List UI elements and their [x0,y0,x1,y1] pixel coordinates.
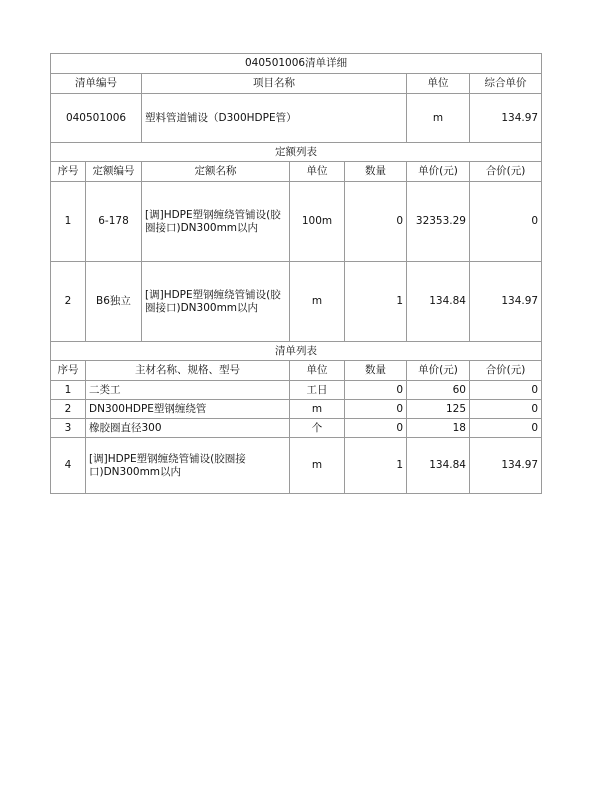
bill-price: 134.97 [470,94,542,143]
material-price: 134.84 [407,438,470,494]
quota-unit-header: 单位 [290,162,345,182]
bill-unit-header: 单位 [407,74,470,94]
material-no: 4 [51,438,86,494]
material-price: 18 [407,419,470,438]
bill-name-header: 项目名称 [142,74,407,94]
material-section-title: 清单列表 [51,342,542,361]
quota-code: B6独立 [86,262,142,342]
material-row [51,438,542,494]
bill-code: 040501006 [51,94,142,143]
material-qty: 0 [345,400,407,419]
material-qty-header: 数量 [345,361,407,381]
material-name: [调]HDPE塑钢缠绕管铺设(胶圈接口)DN300mm以内 [86,438,290,494]
quota-row [51,182,542,262]
bill-price-header: 综合单价 [470,74,542,94]
bill-row [51,94,542,143]
material-total: 0 [470,381,542,400]
material-total: 0 [470,419,542,438]
material-no: 3 [51,419,86,438]
quota-code-header: 定额编号 [86,162,142,182]
material-name: DN300HDPE塑钢缠绕管 [86,400,290,419]
material-total-header: 合价(元) [470,361,542,381]
quota-price-header: 单价(元) [407,162,470,182]
material-unit: m [290,438,345,494]
material-unit: m [290,400,345,419]
material-name: 二类工 [86,381,290,400]
quota-qty-header: 数量 [345,162,407,182]
material-total: 134.97 [470,438,542,494]
material-row [51,381,542,400]
quota-unit: m [290,262,345,342]
quota-no: 2 [51,262,86,342]
quota-total: 0 [470,182,542,262]
material-name-header: 主材名称、规格、型号 [86,361,290,381]
quota-no-header: 序号 [51,162,86,182]
quota-name: [调]HDPE塑钢缠绕管铺设(胶圈接口)DN300mm以内 [142,262,290,342]
title-row [51,54,542,74]
quota-qty: 0 [345,182,407,262]
bill-name: 塑料管道铺设（D300HDPE管） [142,94,407,143]
quota-price: 32353.29 [407,182,470,262]
material-no-header: 序号 [51,361,86,381]
quota-row [51,262,542,342]
quota-name: [调]HDPE塑钢缠绕管铺设(胶圈接口)DN300mm以内 [142,182,290,262]
bill-detail-table [50,53,542,494]
bill-header-row [51,74,542,94]
material-no: 1 [51,381,86,400]
bill-code-header: 清单编号 [51,74,142,94]
material-unit-header: 单位 [290,361,345,381]
material-header-row [51,361,542,381]
material-unit: 个 [290,419,345,438]
material-total: 0 [470,400,542,419]
material-unit: 工日 [290,381,345,400]
material-name: 橡胶圈直径300 [86,419,290,438]
material-qty: 1 [345,438,407,494]
page-title: 040501006清单详细 [51,54,542,74]
quota-qty: 1 [345,262,407,342]
material-section-row [51,342,542,361]
bill-unit: m [407,94,470,143]
quota-no: 1 [51,182,86,262]
quota-section-title: 定额列表 [51,143,542,162]
quota-header-row [51,162,542,182]
material-row [51,419,542,438]
material-row [51,400,542,419]
material-price: 125 [407,400,470,419]
quota-total-header: 合价(元) [470,162,542,182]
material-qty: 0 [345,381,407,400]
material-price-header: 单价(元) [407,361,470,381]
quota-section-row [51,143,542,162]
quota-total: 134.97 [470,262,542,342]
material-qty: 0 [345,419,407,438]
material-price: 60 [407,381,470,400]
quota-name-header: 定额名称 [142,162,290,182]
material-no: 2 [51,400,86,419]
quota-unit: 100m [290,182,345,262]
quota-price: 134.84 [407,262,470,342]
quota-code: 6-178 [86,182,142,262]
